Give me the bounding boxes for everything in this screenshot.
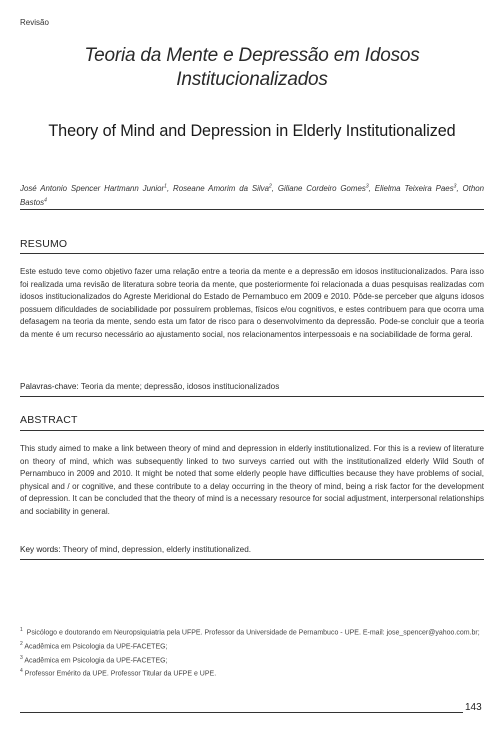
resumo-bottom-divider [20, 396, 484, 397]
resumo-body: Este estudo teve como objetivo fazer uma relação entre a teoria da mente e a depressão em idosos institucionalizados. Para isso foi realizada uma revisão de literatura sobre teoria da mente, que posteriormente foi relacionada a duas pesquisas realizadas com idosos institucionalizados do Agreste Meridional do Estado de Pernambuco em 2009 e 2010. Pôde-se perceber que alguns idosos possuem dificuldades de sociabilidade por possuírem problemas, físicos e/ou cognitivos, e estes contribuem para que ocorra uma defasagem na teoria da mente, sendo esta um fator de risco para o desenvolvimento da depressão. Pode-se concluir que a teoria da mente é um recurso necessário ao ajustamento social, nos relacionamentos interpessoais e na sociabilidade de forma geral. [20, 267, 484, 339]
abstract-keywords [20, 545, 484, 554]
section-label: Revisão [20, 18, 49, 27]
author-1: José Antonio Spencer Hartmann Junior$^1$, [20, 183, 174, 193]
footnote-4: $^4$ Professor Emérito da UPE. Professor Titular da UFPE e UPE. [20, 668, 217, 678]
author-list [20, 180, 484, 209]
resumo-keywords [20, 382, 484, 391]
resumo-heading: RESUMO [20, 238, 68, 250]
keywords-en: Theory of mind, depression, elderly institutionalized. [62, 545, 252, 554]
title-portuguese: Teoria da Mente e Depressão em Idosos Institucionalizados [84, 45, 420, 90]
footnote-1: $^1$ Psicólogo e doutorando em Neuropsiquiatria pela UFPE. Professor da Universidade de Pernambuco - UPE. E-mail: jose_spencer@yahoo.com.br; [20, 627, 480, 637]
footnote-3: $^3$ Acadêmica em Psicologia da UPE-FACETEG; [20, 654, 168, 664]
footnotes [20, 625, 484, 680]
keywords-pt: Teoria da mente; depressão, idosos institucionalizados [80, 382, 280, 391]
authors-divider [20, 209, 484, 210]
abstract-body: This study aimed to make a link between theory of mind and depression in elderly institutionalized. For this is a review of literature on theory of mind, which was subsequently linked to two surveys carried out with the institutionalized elderly Wild South of Pernambuco in 2009 and 2010. It might be noted that some elderly people have difficulties because they have problems of social, physical and / or cognitive, and these contribute to a delay occurring in the theory of mind, being a risk factor for the development of depression. It can be concluded that the theory of mind is a necessary resource for social adjustment, interpersonal relationships and sociability in general. [20, 444, 484, 516]
page-number: 143 [465, 702, 482, 713]
author-2: Roseane Amorim da Silva$^2$, [173, 183, 278, 193]
keywords-label-en: Key words: [20, 545, 61, 554]
abstract-bottom-divider [20, 559, 484, 560]
abstract-divider [20, 430, 484, 431]
abstract-heading: ABSTRACT [20, 414, 78, 426]
author-3: Giliane Cordeiro Gomes$^3$, [277, 183, 375, 193]
footnote-2: $^2$ Acadêmica em Psicologia da UPE-FACETEG; [20, 640, 168, 651]
author-4: Elielma Teixeira Paes$^3$, [374, 183, 463, 193]
footer-rule [20, 712, 463, 713]
keywords-label-pt: Palavras-chave: [20, 382, 79, 391]
resumo-divider [20, 253, 484, 254]
author-5: Othon Bastos$^4$ [20, 183, 485, 208]
title-english: Theory of Mind and Depression in Elderly Institutionalized [48, 122, 456, 140]
